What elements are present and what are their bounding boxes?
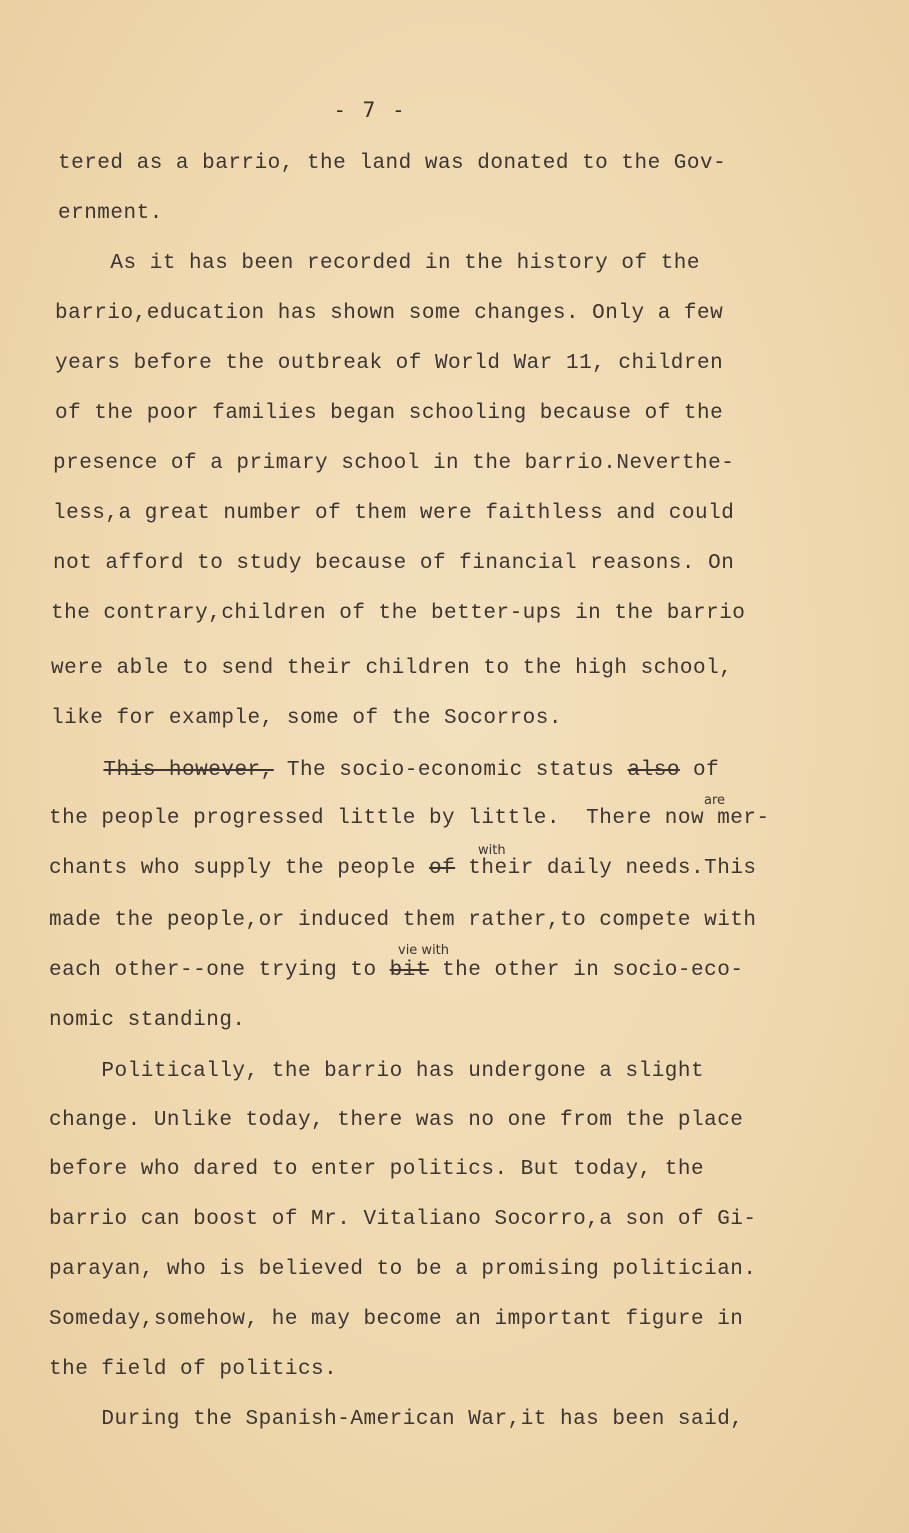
text-line: the people progressed little by little. There now mer- [49,807,770,830]
text-line: were able to send their children to the high school, [51,657,733,680]
text-line: tered as a barrio, the land was donated to the Gov- [58,152,727,175]
handwritten-insertion: with [478,843,506,858]
struck-text: bit [389,959,429,982]
text-line-edited: This however, The socio-economic status also of [103,759,720,782]
struck-text: of [428,857,456,880]
text-line: made the people,or induced them rather,to compete with [49,909,757,932]
text-line: barrio,education has shown some changes. Only a few [55,302,724,325]
text-line: the contrary,children of the better-ups in the barrio [51,602,746,625]
text-line: Politically, the barrio has undergone a slight [49,1060,705,1083]
text-line: Someday,somehow, he may become an important figure in [49,1308,744,1331]
page-number: - 7 - [333,98,407,122]
text-line: ernment. [58,202,163,225]
text-line: parayan, who is believed to be a promising politician. [49,1258,757,1281]
text-line: As it has been recorded in the history of the [58,252,701,275]
text-line: the field of politics. [49,1358,338,1381]
handwritten-insertion: vie with [398,943,450,958]
handwritten-insertion: are [704,793,726,808]
text-line: before who dared to enter politics. But today, the [49,1158,705,1181]
text-line-edited: each other--one trying to bit the other in socio-eco- [49,959,744,982]
text-line: change. Unlike today, there was no one from the place [49,1109,744,1132]
text-line: nomic standing. [49,1009,246,1032]
struck-text: This however, [103,759,274,782]
text-line: During the Spanish-American War,it has been said, [49,1408,744,1431]
struck-text: also [627,759,680,782]
text-line: less,a great number of them were faithless and could [53,502,735,525]
text-line-edited: chants who supply the people of their daily needs.This [49,857,757,880]
text-line: barrio can boost of Mr. Vitaliano Socorro,a son of Gi- [49,1208,757,1231]
text-line: like for example, some of the Socorros. [51,707,562,730]
text-line: years before the outbreak of World War 11, children [55,352,724,375]
text-line: of the poor families began schooling because of the [55,402,724,425]
text-line: not afford to study because of financial reasons. On [53,552,735,575]
text-line: presence of a primary school in the barrio.Neverthe- [53,452,735,475]
